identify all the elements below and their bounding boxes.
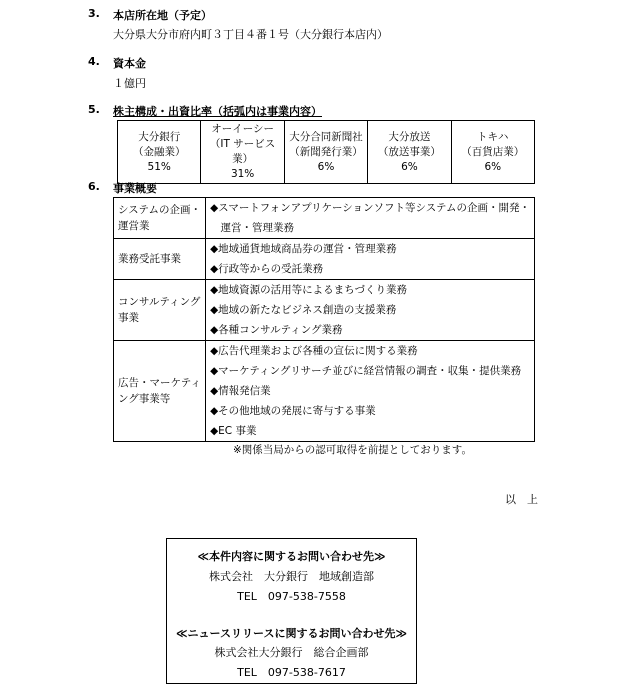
section-3-body: 大分県大分市府内町３丁目４番１号（大分銀行本店内） (113, 28, 388, 41)
section-3-number: 3. (88, 7, 100, 20)
list-item: ◆地域資源の活用等によるまちづくり業務 (210, 284, 408, 296)
shareholder-cell: オーイーシー （IT サービス業） 31% (201, 121, 284, 184)
inquiry-title: ≪本件内容に関するお問い合わせ先≫ (197, 550, 386, 563)
list-item: ◆スマートフォンアプリケーションソフト等システムの企画・開発・ (210, 202, 530, 214)
table-row (118, 121, 535, 184)
list-item: ◆地域通貨地域商品券の運営・管理業務 (210, 243, 397, 255)
section-4-body: １億円 (113, 77, 146, 90)
section-5-number: 5. (88, 103, 100, 116)
table-row (114, 341, 535, 442)
section-4-heading: 資本金 (113, 57, 146, 70)
list-item: 運営・管理業務 (210, 222, 295, 234)
list-item: ◆マーケティングリサーチ並びに経営情報の調査・収集・提供業務 (210, 365, 522, 377)
inquiry-tel: TEL 097-538-7558 (237, 590, 346, 603)
news-tel: TEL 097-538-7617 (237, 666, 346, 679)
list-item: ◆EC 事業 (210, 425, 257, 437)
table-row (114, 198, 535, 239)
section-5-heading: 株主構成・出資比率（括弧内は事業内容） (113, 105, 322, 118)
business-category: 業務受託事業 (114, 239, 206, 280)
shareholder-cell: 大分放送 （放送事業） 6% (368, 121, 451, 184)
shareholder-cell: トキハ （百貨店業） 6% (451, 121, 534, 184)
business-items (206, 198, 535, 239)
approval-note: ※関係当局からの認可取得を前提としております。 (233, 444, 472, 456)
shareholder-cell: 大分銀行 （金融業） 51% (118, 121, 201, 184)
section-6-number: 6. (88, 180, 100, 193)
table-row (114, 239, 535, 280)
shareholder-table (117, 120, 535, 184)
business-category: システムの企画・運営業 (114, 198, 206, 239)
business-table (113, 197, 535, 442)
inquiry-org: 株式会社 大分銀行 地域創造部 (209, 570, 374, 583)
section-4-number: 4. (88, 55, 100, 68)
list-item: ◆各種コンサルティング業務 (210, 324, 343, 336)
section-3-heading: 本店所在地（予定） (113, 9, 212, 22)
news-org: 株式会社大分銀行 総合企画部 (214, 646, 369, 659)
business-category: コンサルティング事業 (114, 280, 206, 341)
section-6-heading: 事業概要 (113, 182, 157, 195)
list-item: ◆地域の新たなビジネス創造の支援業務 (210, 304, 397, 316)
list-item: ◆その他地域の発展に寄与する事業 (210, 405, 376, 417)
business-items (206, 239, 535, 280)
shareholder-cell: 大分合同新聞社 （新聞発行業） 6% (284, 121, 367, 184)
closing-text: 以 上 (505, 493, 538, 506)
business-items (206, 280, 535, 341)
table-row (114, 280, 535, 341)
list-item: ◆情報発信業 (210, 385, 271, 397)
contact-box (166, 538, 417, 684)
list-item: ◆広告代理業および各種の宣伝に関する業務 (210, 345, 418, 357)
news-title: ≪ニュースリリースに関するお問い合わせ先≫ (176, 627, 407, 640)
business-category: 広告・マーケティング事業等 (114, 341, 206, 442)
list-item: ◆行政等からの受託業務 (210, 263, 324, 275)
business-items (206, 341, 535, 442)
